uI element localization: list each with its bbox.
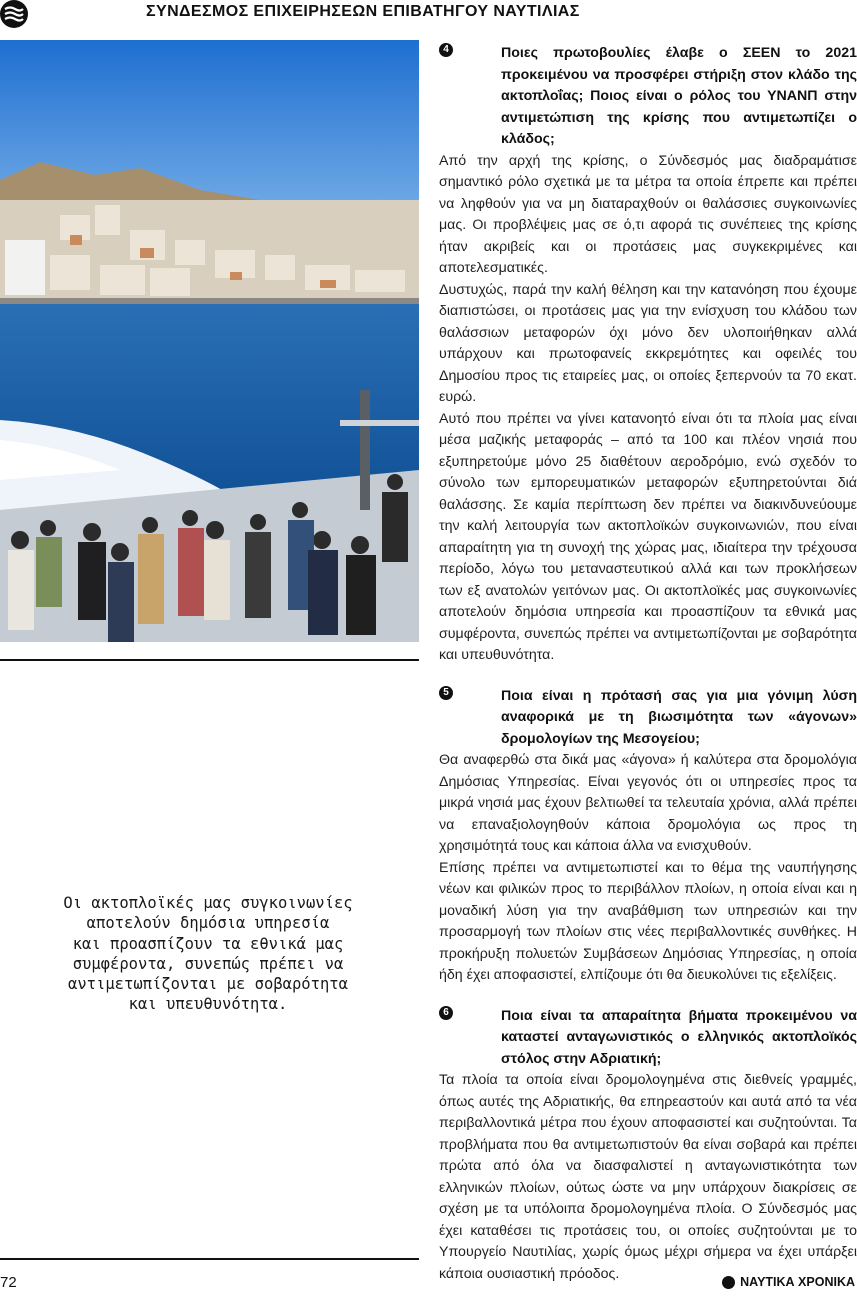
answer-paragraph: Επίσης πρέπει να αντιμετωπιστεί και το θέμα της ναυπήγησης νέων και φιλικών προς το περιβάλλον πλοίων, η οποία είναι και η μοναδική λύση για την αναβάθμιση των υπηρεσιών και την προσαρμογή των πλοίων στις νέες περιβαλλοντικές συνθήκες. Η προκήρυξη πολυετών Συμβάσεων Δημόσιας Υπηρεσίας, η οποία ήδη έχει αποφασιστεί, ελπίζουμε ότι θα διευκολύνει τις εξελίξεις.	[439, 859, 857, 983]
answer-paragraph: Από την αρχή της κρίσης, ο Σύνδεσμός μας διαδραμάτισε σημαντικό ρόλο σχετικά με τα μέτρα τα οποία έπρεπε και πρέπει να ληφθούν για να μη διαταραχθούν οι θαλάσσιες συγκοινωνίες μας. Οι προβλέψεις μας σε ό,τι αφορά τις συνέπειες της κρίσης ήταν ακριβείς και οι προτάσεις μας συγκεκριμένες και αποτελεσματικές.	[439, 152, 857, 276]
footer-brand	[722, 1275, 855, 1289]
header-title: ΣΥΝΔΕΣΜΟΣ ΕΠΙΧΕΙΡΗΣΕΩΝ ΕΠΙΒΑΤΗΓΟΥ ΝΑΥΤΙΛΙΑΣ	[146, 3, 580, 20]
section-divider	[0, 659, 419, 661]
answer-paragraph: Θα αναφερθώ στα δικά μας «άγονα» ή καλύτερα στα δρομολόγια Δημόσιας Υπηρεσίας. Είναι γεγονός ότι οι υπηρεσίες προς τα μικρά νησιά μας έχουν βελτιωθεί τα τελευταία χρόνια, αλλά πρέπει να επαναξιολογηθούν κάποια δρομολόγια ως προς τη χρησιμότητά τους και κάποια άλλα να ενισχυθούν.	[439, 752, 857, 854]
page-number: 72	[0, 1274, 17, 1291]
interview-section	[439, 1006, 857, 1286]
brand-logo-icon	[722, 1276, 735, 1289]
ferry-deck-island-harbor-photo	[0, 40, 419, 642]
interview-section	[439, 43, 857, 667]
question-number-badge: 4	[439, 43, 453, 57]
interview-question: Ποιες πρωτοβουλίες έλαβε ο ΣΕΕΝ το 2021 προκειμένου να προσφέρει στήριξη στον κλάδο της ακτοπλοΐας; Ποιος είναι ο ρόλος του ΥΝΑΝΠ στην αντιμετώπιση της κρίσης που αντιμετωπίζει ο κλάδος;	[501, 45, 857, 147]
answer-paragraph: Τα πλοία τα οποία είναι δρομολογημένα στις διεθνείς γραμμές, όπως αυτές της Αδριατικής, θα επηρεαστούν και αυτά από τα νέα περιβαλλοντικά μέτρα που έχουν αποφασιστεί και συζητούνται. Τα προβλήματα που θα αντιμετωπιστούν θα είναι σοβαρά και πρέπει πρώτα από όλα να διασφαλιστεί η ανταγωνιστικότητα των ελληνικών πλοίων, ούτως ώστε να μην υπάρχουν διακρίσεις σε σχέση με τα υπόλοιπα δρομολογημένα πλοία. Ο Σύνδεσμός μας έχει καταθέσει τις προτάσεις του, οι οποίες συζητούνται με το Υπουργείο Ναυτιλίας, χωρίς όμως μέχρι σήμερα να έχει υπάρξει κάποια ουσιαστική πρόοδος.	[439, 1072, 857, 1282]
question-number-badge: 5	[439, 686, 453, 700]
article-column	[439, 43, 857, 1304]
answer-paragraph: Αυτό που πρέπει να γίνει κατανοητό είναι ότι τα πλοία μας είναι μέσα μαζικής μεταφοράς – από τα 100 και πλέον νησιά που εξυπηρετούμε μόνο 25 διαθέτουν αεροδρόμιο, ενώ σχεδόν το σύνολο των εμπορευματικών μεταφορών εξυπηρετούνται διά θαλάσσης. Σε καμία περίπτωση δεν πρέπει να διακινδυνεύουμε την καλή λειτουργία των ακτοπλοϊκών συγκοινωνιών, που είναι απαραίτητη για τη συνοχή της χώρας μας, ιδιαίτερα την τρέχουσα περίοδο, λόγω του μεταναστευτικού αλλά και των προκλήσεων των εξ ανατολών γειτόνων μας. Οι ακτοπλοϊκές μας συγκοινωνίες αποτελούν δημόσια υπηρεσία και προασπίζουν τα εθνικά μας συμφέροντα, συνεπώς πρέπει να αντιμετωπίζονται με σοβαρότητα και υπευθυνότητα.	[439, 410, 857, 663]
answer-paragraph: Δυστυχώς, παρά την καλή θέληση και την κατανόηση που έχουμε διαπιστώσει, οι προτάσεις μας για την ενίσχυση του κλάδου των θαλάσσιων μεταφορών όχι μόνο δεν υλοποιήθηκαν αλλά υπάρχουν και πρωτοφανείς εκκρεμότητες και οφειλές του Δημοσίου προς τις εταιρείες μας, οι οποίες ξεπερνούν τα 70 εκατ. ευρώ.	[439, 281, 857, 405]
brand-name: ΝΑΥΤΙΚΑ ΧΡΟΝΙΚΑ	[740, 1275, 855, 1289]
interview-question: Ποια είναι τα απαραίτητα βήματα προκειμένου να καταστεί ανταγωνιστικός ο ελληνικός ακτοπλοϊκός στόλος στην Αδριατική;	[501, 1007, 857, 1067]
wave-logo-icon	[0, 0, 28, 28]
section-divider	[0, 1258, 419, 1260]
pull-quote: Οι ακτοπλοϊκές μας συγκοινωνίες αποτελούν δημόσια υπηρεσία και προασπίζουν τα εθνικά μας συμφέροντα, συνεπώς πρέπει να αντιμετωπίζονται με σοβαρότητα και υπευθυνότητα.	[63, 894, 353, 1014]
question-number-badge: 6	[439, 1006, 453, 1020]
interview-section	[439, 686, 857, 987]
interview-question: Ποια είναι η πρότασή σας για μια γόνιμη λύση αναφορικά με τη βιωσιμότητα των «άγονων» δρομολογίων της Μεσογείου;	[501, 687, 857, 747]
